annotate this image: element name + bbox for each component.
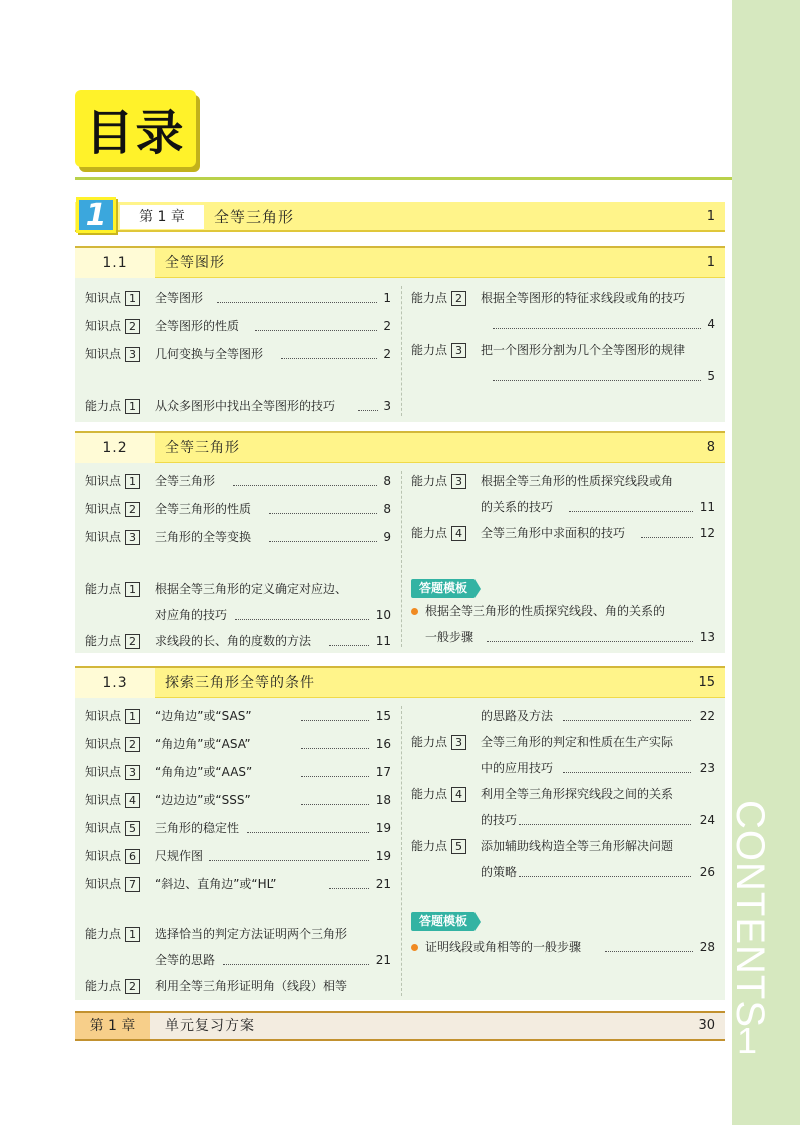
section-title[interactable]: 全等图形 [165, 255, 225, 271]
entry-type: 能力点 [85, 979, 122, 993]
unit-title[interactable]: 单元复习方案 [165, 1018, 255, 1034]
entry-title[interactable]: 根据全等三角形的性质探究线段或角 [481, 474, 674, 488]
toc-entry[interactable] [85, 846, 152, 866]
template-page: 13 [699, 630, 715, 644]
entry-type: 能力点 [411, 343, 448, 357]
entry-title[interactable]: 全等图形 [155, 291, 204, 305]
toc-entry[interactable] [411, 340, 478, 360]
bullet-dot [411, 608, 418, 615]
toc-entry[interactable] [85, 924, 152, 944]
entry-title[interactable]: 根据全等图形的特征求线段或角的技巧 [481, 291, 686, 305]
leader-dots [301, 720, 369, 721]
entry-number: 3 [125, 530, 140, 545]
entry-number: 2 [125, 319, 140, 334]
chapter-title[interactable]: 全等三角形 [214, 208, 295, 226]
entry-page: 8 [383, 502, 391, 516]
entry-page: 2 [383, 319, 391, 333]
column-divider [401, 286, 402, 416]
leader-dots [217, 302, 377, 303]
toc-entry[interactable] [85, 527, 152, 547]
entry-type: 知识点 [85, 849, 122, 863]
entry-page: 18 [375, 793, 391, 807]
section-header[interactable] [75, 248, 725, 278]
entry-page: 11 [375, 634, 391, 648]
toc-entry[interactable] [85, 874, 152, 894]
entry-title[interactable]: 从众多图形中找出全等图形的技巧 [155, 399, 336, 413]
section-1-1 [75, 246, 725, 422]
entry-title[interactable]: 把一个图形分割为几个全等图形的规律 [481, 343, 686, 357]
template-title[interactable]: 证明线段或角相等的一般步骤 [425, 940, 582, 954]
entry-page: 5 [707, 369, 715, 383]
leader-dots [605, 951, 693, 952]
leader-dots [641, 537, 693, 538]
column-divider [401, 471, 402, 647]
entry-number: 2 [125, 737, 140, 752]
toc-entry[interactable] [85, 396, 152, 416]
entry-page: 24 [699, 813, 715, 827]
section-number: 1.2 [75, 433, 155, 463]
entry-type: 知识点 [85, 502, 122, 516]
template-page: 28 [699, 940, 715, 954]
leader-dots [519, 876, 691, 877]
unit-review-bar[interactable] [75, 1011, 725, 1041]
entry-title-continued[interactable]: 的关系的技巧 [481, 500, 554, 514]
contents-label: CONTENTS [728, 800, 772, 1028]
title-rule [75, 177, 732, 180]
entry-page: 19 [375, 849, 391, 863]
entry-title-continued[interactable]: 的思路及方法 [481, 709, 554, 723]
toc-entry[interactable] [411, 471, 478, 491]
entry-type: 知识点 [85, 709, 122, 723]
section-number: 1.3 [75, 668, 155, 698]
leader-dots [269, 541, 377, 542]
entry-page: 16 [375, 737, 391, 751]
entry-title[interactable]: 尺规作图 [155, 849, 204, 863]
entry-type: 知识点 [85, 821, 122, 835]
entry-page: 23 [699, 761, 715, 775]
entry-type: 能力点 [411, 474, 448, 488]
entry-title-continued[interactable]: 的策略 [481, 865, 518, 879]
entry-number: 6 [125, 849, 140, 864]
toc-entry[interactable] [411, 836, 478, 856]
entry-number: 5 [125, 821, 140, 836]
entry-title[interactable]: 全等三角形中求面积的技巧 [481, 526, 626, 540]
entry-page: 17 [375, 765, 391, 779]
toc-entry[interactable] [85, 631, 152, 651]
toc-entry[interactable] [411, 784, 478, 804]
entry-title[interactable]: 利用全等三角形证明角（线段）相等 [155, 979, 348, 993]
entry-number: 1 [125, 474, 140, 489]
entry-type: 能力点 [85, 634, 122, 648]
entry-type: 能力点 [85, 927, 122, 941]
entry-title-continued[interactable]: 对应角的技巧 [155, 608, 228, 622]
entry-number: 7 [125, 877, 140, 892]
template-title[interactable]: 根据全等三角形的性质探究线段、角的关系的 [425, 604, 666, 618]
entry-title[interactable]: 全等三角形的性质 [155, 502, 252, 516]
leader-dots [519, 824, 691, 825]
template-tag: 答题模板 [411, 579, 475, 598]
entry-number: 3 [451, 343, 466, 358]
entry-number: 4 [451, 526, 466, 541]
entry-title[interactable]: 利用全等三角形探究线段之间的关系 [481, 787, 674, 801]
entry-title-continued[interactable]: 全等的思路 [155, 953, 216, 967]
entry-number: 3 [451, 735, 466, 750]
toc-entry[interactable] [85, 976, 152, 996]
section-title[interactable]: 全等三角形 [165, 440, 240, 456]
leader-dots [223, 964, 369, 965]
section-1-3 [75, 666, 725, 1000]
entry-number: 2 [125, 502, 140, 517]
entry-type: 能力点 [411, 787, 448, 801]
leader-dots [563, 772, 691, 773]
leader-dots [569, 511, 693, 512]
toc-entry[interactable] [85, 818, 152, 838]
entry-number: 2 [125, 634, 140, 649]
entry-title[interactable]: 根据全等三角形的定义确定对应边、 [155, 582, 348, 596]
leader-dots [301, 776, 369, 777]
template-tag: 答题模板 [411, 912, 475, 931]
section-page: 8 [706, 440, 715, 455]
leader-dots [329, 888, 369, 889]
toc-entry[interactable] [411, 732, 478, 752]
entry-page: 8 [383, 474, 391, 488]
toc-entry[interactable] [85, 471, 152, 491]
entry-number: 1 [125, 291, 140, 306]
entry-number: 1 [125, 709, 140, 724]
leader-dots [235, 619, 369, 620]
entry-page: 26 [699, 865, 715, 879]
entry-type: 知识点 [85, 793, 122, 807]
toc-entry[interactable] [85, 790, 152, 810]
entry-title[interactable]: 三角形的稳定性 [155, 821, 240, 835]
entry-page: 2 [383, 347, 391, 361]
entry-title[interactable]: 全等图形的性质 [155, 319, 240, 333]
entry-type: 知识点 [85, 474, 122, 488]
leader-dots [269, 513, 377, 514]
entry-page: 22 [699, 709, 715, 723]
entry-number: 2 [451, 291, 466, 306]
chapter-label: 第 1 章 [120, 205, 204, 229]
leader-dots [301, 748, 369, 749]
entry-title[interactable]: 全等三角形的判定和性质在生产实际 [481, 735, 674, 749]
entry-title-continued[interactable]: 的技巧 [481, 813, 518, 827]
leader-dots [329, 645, 369, 646]
toc-entry[interactable] [85, 499, 152, 519]
entry-type: 能力点 [85, 582, 122, 596]
section-header[interactable] [75, 433, 725, 463]
toc-entry[interactable] [85, 579, 152, 599]
entry-title[interactable]: “斜边、直角边”或“HL” [155, 877, 277, 891]
toc-entry[interactable] [85, 316, 152, 336]
entry-number: 5 [451, 839, 466, 854]
entry-number: 1 [125, 399, 140, 414]
toc-entry[interactable] [85, 762, 152, 782]
entry-page: 3 [383, 399, 391, 413]
section-number: 1.1 [75, 248, 155, 278]
toc-entry[interactable] [85, 288, 152, 308]
page-title: 目录 [85, 105, 186, 161]
entry-type: 能力点 [85, 399, 122, 413]
entry-page: 15 [375, 709, 391, 723]
chapter-badge: 1 [76, 197, 116, 233]
entry-page: 1 [383, 291, 391, 305]
section-1-2 [75, 431, 725, 653]
entry-type: 知识点 [85, 737, 122, 751]
page-title-box [75, 90, 196, 167]
entry-type: 知识点 [85, 877, 122, 891]
entry-title[interactable]: 选择恰当的判定方法证明两个三角形 [155, 927, 348, 941]
entry-page: 21 [375, 877, 391, 891]
entry-type: 知识点 [85, 319, 122, 333]
entry-page: 19 [375, 821, 391, 835]
entry-title[interactable]: “边边边”或“SSS” [155, 793, 251, 807]
entry-type: 知识点 [85, 530, 122, 544]
entry-title[interactable]: 求线段的长、角的度数的方法 [155, 634, 312, 648]
side-page-number: 1 [736, 1020, 758, 1061]
entry-type: 能力点 [411, 291, 448, 305]
entry-number: 3 [451, 474, 466, 489]
entry-number: 3 [125, 347, 140, 362]
entry-type: 知识点 [85, 347, 122, 361]
entry-page: 11 [699, 500, 715, 514]
entry-title[interactable]: “角角边”或“AAS” [155, 765, 253, 779]
toc-entry[interactable] [411, 523, 478, 543]
toc-entry[interactable] [85, 734, 152, 754]
entry-number: 4 [125, 793, 140, 808]
leader-dots [493, 328, 701, 329]
entry-page: 9 [383, 530, 391, 544]
template-title-continued[interactable]: 一般步骤 [425, 630, 474, 644]
unit-page: 30 [698, 1018, 715, 1033]
entry-title[interactable]: 三角形的全等变换 [155, 530, 252, 544]
section-title[interactable]: 探索三角形全等的条件 [165, 675, 315, 691]
leader-dots [493, 380, 701, 381]
entry-title[interactable]: 几何变换与全等图形 [155, 347, 264, 361]
entry-title[interactable]: 全等三角形 [155, 474, 216, 488]
entry-number: 3 [125, 765, 140, 780]
leader-dots [487, 641, 693, 642]
leader-dots [281, 358, 377, 359]
entry-title[interactable]: “角边角”或“ASA” [155, 737, 251, 751]
section-header[interactable] [75, 668, 725, 698]
entry-page: 4 [707, 317, 715, 331]
toc-entry[interactable] [85, 706, 152, 726]
chapter-page: 1 [706, 209, 715, 224]
entry-type: 知识点 [85, 765, 122, 779]
entry-number: 4 [451, 787, 466, 802]
section-page: 1 [706, 255, 715, 270]
section-page: 15 [698, 675, 715, 690]
entry-number: 1 [125, 927, 140, 942]
bullet-dot [411, 944, 418, 951]
entry-number: 1 [125, 582, 140, 597]
entry-type: 能力点 [411, 735, 448, 749]
entry-number: 2 [125, 979, 140, 994]
leader-dots [209, 860, 369, 861]
entry-type: 知识点 [85, 291, 122, 305]
entry-page: 10 [375, 608, 391, 622]
entry-title-continued[interactable]: 中的应用技巧 [481, 761, 554, 775]
entry-title[interactable]: “边角边”或“SAS” [155, 709, 252, 723]
column-divider [401, 706, 402, 996]
leader-dots [301, 804, 369, 805]
leader-dots [563, 720, 691, 721]
toc-entry[interactable] [85, 344, 152, 364]
entry-title[interactable]: 添加辅助线构造全等三角形解决问题 [481, 839, 674, 853]
entry-type: 能力点 [411, 526, 448, 540]
entry-type: 能力点 [411, 839, 448, 853]
toc-entry[interactable] [411, 288, 478, 308]
entry-page: 21 [375, 953, 391, 967]
leader-dots [247, 832, 369, 833]
leader-dots [233, 485, 377, 486]
leader-dots [255, 330, 377, 331]
entry-page: 12 [699, 526, 715, 540]
unit-label: 第 1 章 [75, 1013, 150, 1039]
